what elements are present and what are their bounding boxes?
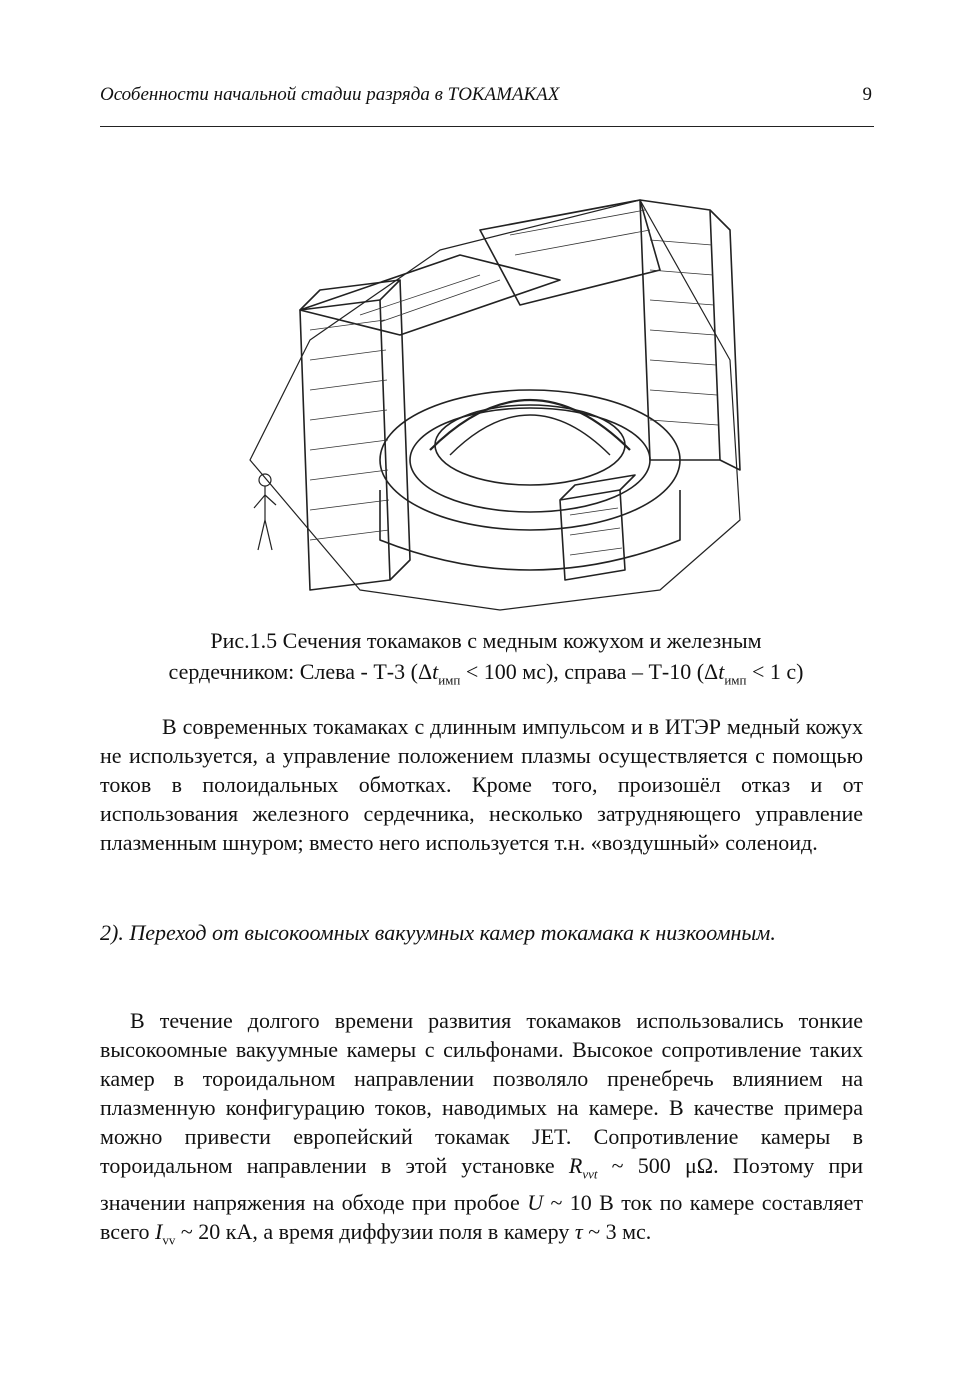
p3-text-2: ~ 500 μΩ. Поэтому при значении напряжения на обходе при пробое: [100, 1153, 863, 1216]
caption-t-symbol: t: [432, 659, 439, 684]
p3-text-5: ~ 3 мс.: [582, 1219, 652, 1245]
running-header: [100, 84, 872, 114]
caption-t-symbol: t: [718, 659, 725, 684]
caption-subscript: имп: [438, 672, 461, 688]
p3-subscript-vv: vv: [162, 1232, 176, 1248]
p3-symbol-R: R: [568, 1153, 583, 1178]
figure-caption: [100, 625, 872, 695]
p3-symbol-I: I: [155, 1219, 163, 1245]
caption-text-b: < 100 мс), справа – Т-10 (Δ: [460, 659, 719, 684]
paragraph-1: [100, 712, 863, 857]
running-header-title: Особенности начальной стадии разряда в ТОКАМАКАХ: [100, 84, 560, 105]
caption-line-1: Рис.1.5 Сечения токамаков с медным кожухом и железным: [210, 628, 762, 653]
caption-line-2: [100, 656, 872, 695]
p3-text-3: ~ 10 В ток по камере составляет всего: [100, 1190, 864, 1245]
p3-subscript-vvt: vvt: [582, 1166, 598, 1182]
paragraph-1-text: В современных токамаках с длинным импульсом и в ИТЭР медный кожух не используется, а управление положением плазмы осуществляется с помощью токов в полоидальных обмотках. Кроме того, произошёл отказ и от использования железного сердечника, несколько затрудняющего управление плазменным шнуром; вместо него используется т.н. «воздушный» соленоид.: [100, 714, 863, 855]
section-heading: 2). Переход от высокоомных вакуумных камер токамака к низкоомным.: [100, 920, 776, 945]
p3-text-4: ~ 20 кА, а время диффузии поля в камеру: [175, 1219, 575, 1245]
p3-symbol-U: U: [527, 1190, 544, 1216]
header-rule: [100, 126, 874, 127]
page-number: 9: [862, 84, 872, 105]
caption-text-c: < 1 с): [746, 659, 804, 684]
p3-text-1: В течение долгого времени развития токамаков использовались тонкие высокоомные вакуумные камеры с сильфонами. Высокое сопротивление таких камер в тороидальном направлении позволяло пренебречь влиянием на плазменную конфигурацию токов, наводимых на камере. В качестве примера можно привести европейский токамак JET. Сопротивление камеры в тороидальном направлении в этой установке: [100, 1008, 863, 1178]
paragraph-3: [100, 1006, 863, 1255]
caption-subscript: имп: [724, 672, 747, 688]
tokamak-figure: [240, 160, 760, 620]
p3-symbol-tau: τ: [574, 1219, 583, 1245]
caption-text-a: сердечником: Слева - Т-3 (Δ: [168, 659, 433, 684]
